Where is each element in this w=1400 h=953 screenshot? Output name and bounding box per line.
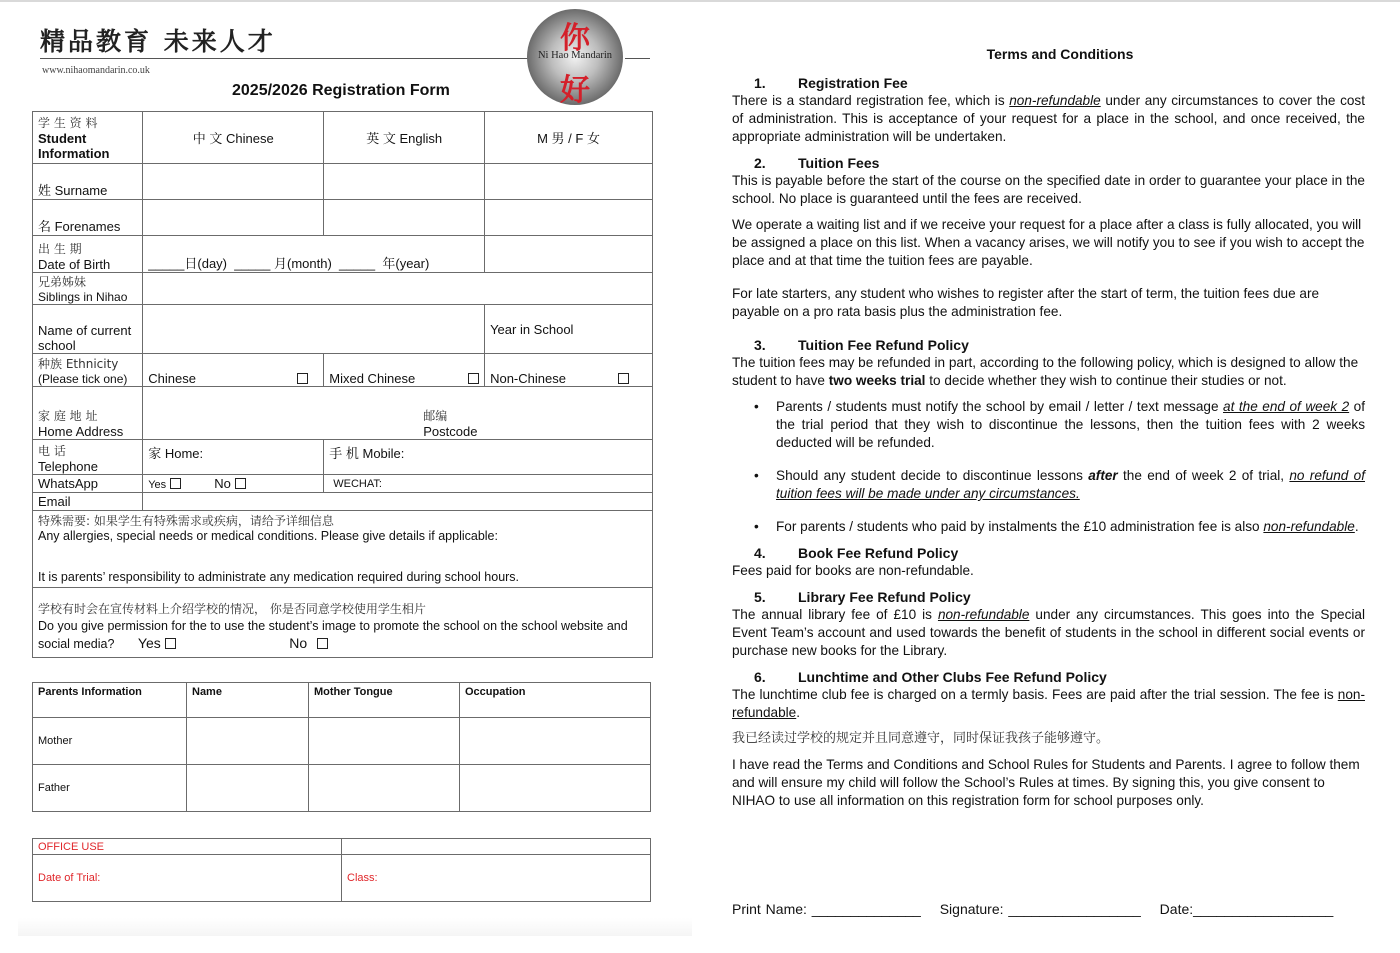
website-url: www.nihaomandarin.co.uk: [42, 65, 150, 76]
section-4-text: Fees paid for books are non-refundable.: [732, 563, 974, 578]
agreement-cn: 我已经读过学校的规定并且同意遵守，同时保证我孩子能够遵守。: [732, 731, 1110, 746]
signature-field[interactable]: Signature: _________________: [939, 901, 1141, 917]
special-needs-en: Any allergies, special needs or medical conditions. Please give details if applicable:: [38, 529, 498, 543]
section-1-text: There is a standard registration fee, which is non-refundable under any circumstances to cover the cost of administration. This is acceptance of your request for a place in the school, and once received, the appropriate administration will be undertaken.: [732, 93, 1366, 144]
motto: 精品教育 未来人才: [40, 27, 276, 56]
mother-name-field[interactable]: [187, 718, 309, 765]
siblings-label: [33, 273, 143, 305]
logo-char-bottom: 好: [560, 73, 590, 108]
dob-extra-field[interactable]: [485, 236, 653, 273]
ethnicity-chinese-checkbox[interactable]: [297, 373, 308, 384]
col-gender: M 男 / F 女: [485, 112, 653, 164]
table-row: [33, 765, 651, 812]
office-use-table: [32, 838, 651, 902]
dob-label-en: Date of Birth: [38, 257, 111, 272]
dob-label-cn: 出 生 期: [38, 242, 82, 256]
logo-name: Ni Hao Mandarin: [537, 50, 613, 61]
section-heading-5: 5. Library Fee Refund Policy: [754, 589, 971, 605]
ethnicity-mixed-checkbox[interactable]: [468, 373, 479, 384]
header-rule-right: [625, 58, 650, 59]
special-needs-cn: 特殊需要: 如果学生有特殊需求或疾病，请给予详细信息: [38, 514, 334, 528]
whatsapp-no-label: No: [214, 476, 231, 491]
terms-title: Terms and Conditions: [986, 46, 1134, 62]
photo-no-checkbox[interactable]: [317, 638, 328, 649]
form-title: 2025/2026 Registration Form: [232, 82, 450, 99]
ethnicity-mixed-option[interactable]: [324, 354, 485, 387]
address-label-cn: 家 庭 地 址: [38, 409, 98, 423]
list-item: • For parents / students who paid by instalments the £10 administration fee is also non-refundable.: [776, 518, 1365, 536]
ethnicity-mixed-label: Mixed Chinese: [329, 371, 416, 386]
section-heading-2: 2. Tuition Fees: [754, 155, 880, 171]
logo-char-top: 你: [560, 21, 590, 56]
section-2-text-2: We operate a waiting list and if we receive your request for a place after a class is fully allocated, you will be assigned a place on this list. When a vacancy arises, we will notify you to see if you wish to accept the place and at that time the tuition fees are payable.: [732, 217, 1365, 268]
student-section-label: [33, 112, 143, 164]
email-label: Email: [33, 493, 143, 511]
ethnicity-label-en: (Please tick one): [38, 372, 128, 386]
student-info-table: [32, 111, 653, 658]
photo-permission-en: Do you give permission for the to use the student’s image to promote the school on the school website and: [38, 619, 628, 633]
whatsapp-no-checkbox[interactable]: [235, 478, 246, 489]
parents-header-occupation: Occupation: [460, 683, 651, 718]
father-name-field[interactable]: [187, 765, 309, 812]
section-heading-1: 1. Registration Fee: [754, 75, 908, 91]
whatsapp-yes-label: Yes: [148, 479, 167, 491]
wechat-label: WECHAT:: [333, 477, 382, 490]
photo-permission-field: [33, 588, 653, 658]
student-section-cn: 学 生 资 料: [38, 116, 98, 130]
wechat-field[interactable]: [324, 475, 653, 493]
photo-yes-label: Yes: [137, 635, 161, 651]
mobile-field[interactable]: [324, 440, 653, 475]
ethnicity-label: [33, 354, 143, 387]
col-chinese: 中 文 Chinese: [143, 112, 324, 164]
class-label: Class:: [347, 872, 378, 884]
home-phone-label: 家 Home:: [148, 446, 204, 461]
forenames-chinese-field[interactable]: [143, 200, 324, 236]
photo-no-label: No: [289, 635, 308, 651]
terms-page: [712, 2, 1400, 953]
father-label: Father: [33, 765, 187, 812]
class-field[interactable]: [342, 855, 651, 902]
father-occupation-field[interactable]: [460, 765, 651, 812]
forenames-english-field[interactable]: [324, 200, 485, 236]
parents-header-mother-tongue: Mother Tongue: [309, 683, 460, 718]
school-label: [33, 305, 143, 354]
ethnicity-non-chinese-checkbox[interactable]: [618, 373, 629, 384]
year-in-school-label: Year in School: [490, 321, 574, 337]
school-label-1: Name of current: [38, 323, 132, 338]
mother-label: Mother: [33, 718, 187, 765]
dob-field[interactable]: _____日(day) _____ 月(month) _____ 年(year): [143, 236, 485, 273]
school-label-2: school: [38, 338, 76, 353]
mobile-label: 手 机 Mobile:: [329, 446, 405, 461]
forenames-label: 名 Forenames: [33, 200, 143, 236]
forenames-gender-field[interactable]: [485, 200, 653, 236]
special-needs-field[interactable]: [33, 511, 653, 588]
registration-form-page: [18, 2, 692, 936]
address-label: [33, 387, 143, 440]
table-row: [33, 718, 651, 765]
father-tongue-field[interactable]: [309, 765, 460, 812]
page-edge: [18, 918, 692, 936]
signature-line: [732, 901, 1347, 917]
surname-chinese-field[interactable]: [143, 164, 324, 200]
header-rule: [40, 58, 528, 59]
student-section-en-2: Information: [38, 146, 110, 161]
office-use-blank: [342, 839, 651, 855]
refund-policy-list: [732, 398, 1365, 536]
ethnicity-non-chinese-label: Non-Chinese: [490, 371, 566, 386]
section-heading-3: 3. Tuition Fee Refund Policy: [754, 337, 969, 353]
whatsapp-label: WhatsApp: [33, 475, 143, 493]
ethnicity-label-cn: 种族 Ethnicity: [38, 357, 119, 371]
col-english: 英 文 English: [324, 112, 485, 164]
parents-header-name: Name: [187, 683, 309, 718]
photo-permission-en-2: social media?: [38, 637, 115, 651]
student-section-en-1: Student: [38, 131, 87, 146]
email-field[interactable]: [143, 493, 653, 511]
print-name-field[interactable]: Print Name: ______________: [732, 901, 921, 917]
home-phone-field[interactable]: [143, 440, 324, 475]
ethnicity-chinese-label: Chinese: [148, 371, 196, 386]
telephone-label-cn: 电 话: [38, 444, 66, 458]
surname-label: 姓 Surname: [33, 164, 143, 200]
section-6-text: The lunchtime club fee is charged on a termly basis. Fees are paid after the trial session. The fee is non-refundable.: [732, 687, 1365, 720]
whatsapp-options: [143, 475, 324, 493]
date-of-trial-label: Date of Trial:: [38, 872, 101, 884]
postcode-label-cn: 邮编: [423, 409, 448, 423]
list-item: • Should any student decide to discontinue lessons after the end of week 2 of trial, no refund of tuition fees will be made under any circumstances.: [776, 467, 1365, 503]
mother-occupation-field[interactable]: [460, 718, 651, 765]
dob-label: [33, 236, 143, 273]
section-heading-6: 6. Lunchtime and Other Clubs Fee Refund Policy: [754, 669, 1107, 685]
ethnicity-chinese-option[interactable]: [143, 354, 324, 387]
siblings-label-cn: 兄弟姊妹: [38, 275, 87, 289]
section-5-text: The annual library fee of £10 is non-refundable under any circumstances. This goes into the Special Event Team’s account and used towards the benefit of students in the school in different social events or purchase new books for the Library.: [732, 607, 1365, 658]
address-field[interactable]: [143, 387, 653, 440]
section-3-text: The tuition fees may be refunded in part, according to the following policy, which is designed to allow the student to have two weeks trial to decide whether they wish to continue their studies or not.: [732, 355, 1359, 388]
parents-info-table: [32, 682, 651, 812]
section-2-text-1: This is payable before the start of the course on the specified date in order to guarantee your place in the school. No place is guaranteed until the fees are received.: [732, 173, 1365, 206]
medication-note: It is parents’ responsibility to administrate any medication required during school hours.: [38, 570, 520, 584]
parents-header-info: Parents Information: [33, 683, 187, 718]
section-2-text-3: For late starters, any student who wishes to register after the start of term, the tuition fees due are payable on a pro rata basis plus the administration fee.: [732, 286, 1320, 319]
photo-permission-cn: 学校有时会在宣传材料上介绍学校的情况， 你是否同意学校使用学生相片: [38, 602, 426, 616]
year-in-school-field[interactable]: [485, 305, 653, 354]
school-field[interactable]: [143, 305, 485, 354]
whatsapp-yes-checkbox[interactable]: [170, 478, 181, 489]
mother-tongue-field[interactable]: [309, 718, 460, 765]
address-label-en: Home Address: [38, 424, 124, 439]
surname-gender-field[interactable]: [485, 164, 653, 200]
surname-english-field[interactable]: [324, 164, 485, 200]
school-logo: [527, 9, 623, 108]
ethnicity-non-chinese-option[interactable]: [485, 354, 653, 387]
date-field[interactable]: Date:__________________: [1159, 901, 1334, 917]
section-heading-4: 4. Book Fee Refund Policy: [754, 545, 959, 561]
photo-yes-checkbox[interactable]: [165, 638, 176, 649]
telephone-label-en: Telephone: [38, 459, 98, 474]
postcode-label-en: Postcode: [423, 424, 478, 439]
telephone-label: [33, 440, 143, 475]
date-of-trial-field[interactable]: [33, 855, 342, 902]
agreement-en: I have read the Terms and Conditions and School Rules for Students and Parents. I agree to follow them and will ensure my child will follow the School’s Rules at times. By signing this, you give consent to NIHAO to use all information on this registration form for school purposes only.: [732, 757, 1360, 808]
terms-body: [732, 74, 1365, 810]
siblings-label-en: Siblings in Nihao: [38, 290, 128, 304]
siblings-field[interactable]: [143, 273, 653, 305]
office-use-title: OFFICE USE: [33, 839, 342, 855]
list-item: • Parents / students must notify the school by email / letter / text message at the end of week 2 of the trial period that they wish to discontinue the lessons, then the tuition fees with 2 weeks deducted will be refunded.: [776, 398, 1365, 452]
